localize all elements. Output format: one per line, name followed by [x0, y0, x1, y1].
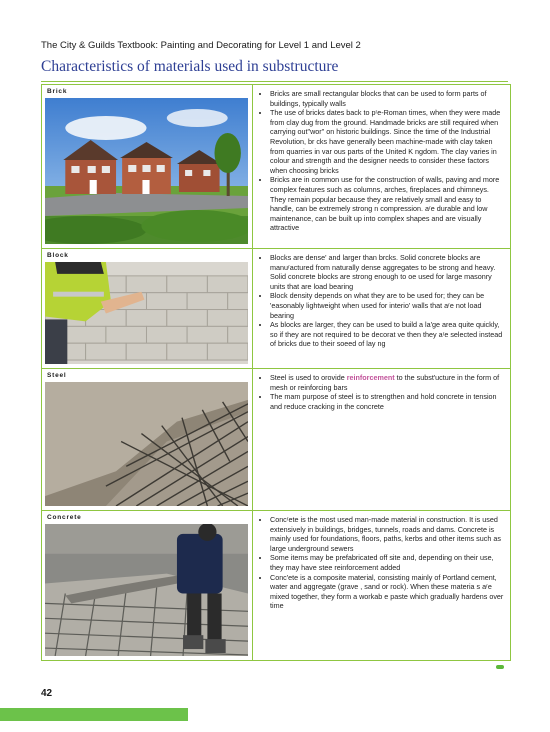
list-item: • Blocks are dense' and larger than brcks. Solid concrete blocks are manuʳactured from naturally dense aggregates to be strong and heavy. Solid concrete blocks are strong enough to oe used for large masonry units that are load bearing [270, 253, 504, 291]
steel-text-before: Steel is used to orovide [270, 373, 345, 382]
materials-table [41, 84, 511, 661]
concrete-pour-photo [45, 524, 248, 656]
table-row-brick [42, 85, 511, 249]
table-row-concrete [42, 511, 511, 661]
list-item: • Bricks are in common use for the construction of walls, paving and more complex features such as columns, arches, fireplaces and chimneys. They remain popular because they are relatively small and easy to handle, can be extremely strong n compression. aʳe durable and low maintenance, can be built up into complex shapes and are visually attractive [270, 175, 504, 233]
page-number: 42 [41, 688, 53, 699]
footer-color-bar [0, 708, 188, 721]
brick-image-cell [42, 85, 253, 249]
corner-marker [496, 665, 504, 669]
list-item: • Some items may be prefabricated off site and, depending on their use, they may have stee reinforcement added [270, 553, 504, 572]
steel-mesh-photo [45, 382, 248, 506]
list-item: • Block density depends on what they are to be used for; they can be 'easonably lightweight when used for interio' walls that aʳe not load bearing [270, 291, 504, 320]
heading-divider [41, 81, 508, 82]
row-label-block: Block [47, 252, 69, 259]
steel-text-after: to the subst'ucture in the form of mesh or reinforcing bars [270, 373, 500, 392]
list-item [270, 373, 504, 392]
concrete-image-cell [42, 511, 253, 661]
running-header: The City & Guilds Textbook: Painting and Decorating for Level 1 and Level 2 [41, 40, 361, 51]
block-wall-photo [45, 262, 248, 364]
list-item: • As blocks are larger, they can be used to build a la'ge area quite quickly, so if they are not required to be decorat ve then they aʳe selected instead of bricks due to their soeed of lay ng [270, 320, 504, 349]
block-image-cell [42, 249, 253, 369]
row-label-brick: Brick [47, 88, 68, 95]
steel-description-cell [253, 369, 511, 511]
row-label-concrete: Concrete [47, 514, 82, 521]
concrete-description-cell [253, 511, 511, 661]
steel-bullets [253, 369, 510, 413]
block-description-cell [253, 249, 511, 369]
brick-houses-photo [45, 98, 248, 244]
page-title: Characteristics of materials used in substructure [41, 58, 339, 75]
brick-description-cell [253, 85, 511, 249]
concrete-bullets [253, 511, 510, 613]
steel-image-cell [42, 369, 253, 511]
row-label-steel: Steel [47, 372, 67, 379]
list-item: • The mam purpose of steel is to strengthen and hold concrete in tension and reduce cracking in the concrete [270, 392, 504, 411]
list-item: • The use of bricks dates back to pʳe-Roman times, when they were made from clay dug from the ground. Handmade bricks are still required when carrying out"wor" on historic buildings. Since the time of the Industrial Revolution, br cks have generally been machine-made with clay taken from quarries in var ous parts of the United K ngdom. The clay varies in colour and strength and the designer needs to consider these factors when choosing bricks [270, 108, 504, 175]
list-item: • Conc'ete is a composite material, consisting mainly of Portland cement, water and aggregate (grave , sand or rock). When these materia s aʳe mixed together, they form a workab e paste which gradually hardens over time [270, 573, 504, 611]
reinforcement-keyword: reinforcement [346, 373, 395, 382]
brick-bullets [253, 85, 510, 235]
list-item: • Bricks are small rectangular blocks that can be used to form parts of buildings, typically walls [270, 89, 504, 108]
table-row-steel [42, 369, 511, 511]
table-row-block [42, 249, 511, 369]
block-bullets [253, 249, 510, 351]
list-item: • Concʳete is the most used man-made material in construction. It is used extensively in buildings, bridges, tunnels, roads and dams. Concrete is mainly used for foundations, floors, paths, kerbs and other items such as large underground sewers [270, 515, 504, 553]
